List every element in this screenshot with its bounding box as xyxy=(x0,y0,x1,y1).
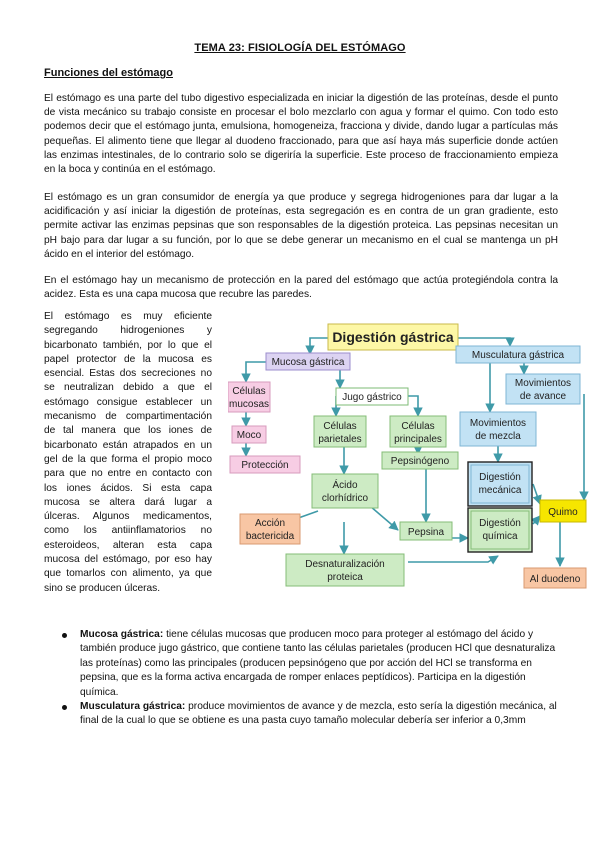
page-title: TEMA 23: FISIOLOGÍA DEL ESTÓMAGO xyxy=(194,42,406,54)
node-dig-mecanica-label-2: mecánica xyxy=(478,485,522,496)
node-celulas-mucosas-label-2: mucosas xyxy=(228,399,270,410)
arrow-desnat-quimica xyxy=(408,556,498,562)
node-duodeno-label: Al duodeno xyxy=(529,574,581,585)
node-acido-label-1: Ácido xyxy=(332,480,358,491)
node-accion-label-1: Acción xyxy=(254,518,286,529)
node-pepsina-label: Pepsina xyxy=(407,527,445,538)
node-desnat-label-1: Desnaturalización xyxy=(305,559,385,570)
node-dig-mecanica-label-1: Digestión xyxy=(479,472,521,483)
paragraph: En el estómago hay un mecanismo de protección en la pared del estómago que actúa protegiéndola contra la acidez. Esta es una capa mucosa que recubre las paredes. xyxy=(44,275,558,301)
node-mov-avance-label-1: Movimientos xyxy=(514,378,572,389)
node-parietales-label-2: parietales xyxy=(318,434,362,445)
diagram-title: Digestión gástrica xyxy=(332,329,454,345)
arrow-title-musculatura xyxy=(458,338,510,346)
node-mov-mezcla-label-2: de mezcla xyxy=(475,431,521,442)
node-accion-label-2: bactericida xyxy=(245,531,295,542)
node-desnat-label-2: proteica xyxy=(327,572,363,583)
node-moco-label: Moco xyxy=(236,430,262,441)
bullet-term: Mucosa gástrica: xyxy=(80,629,164,640)
digestion-diagram xyxy=(228,316,590,592)
bullet-list xyxy=(60,628,560,729)
node-parietales-label-1: Células xyxy=(323,421,357,432)
node-dig-quimica-label-2: química xyxy=(482,531,518,542)
paragraph: El estómago es una parte del tubo digestivo especializada en iniciar la digestión de las proteínas, desde el punto de vista mecánico su trabajo consiste en procesar el bolo mezclarlo con agua y formar el quimo. Con todo esto podemos decir que el estómago junta, emulsiona, homogeneiza, fracciona y divide, dando lugar a partículas más pequeñas. El alimento tiene que llegar al duodeno fraccionado, para que así haya más superficie donde actúen las enzimas intestinales, de lo contrario solo se digeriría la superficie. Este proceso de fraccionamiento empieza en la boca y continúa en el estómago. xyxy=(44,93,558,176)
node-mov-mezcla-label-1: Movimientos xyxy=(469,418,527,429)
arrow-quimica-quimo xyxy=(533,516,540,524)
node-principales-label-2: principales xyxy=(394,434,442,445)
arrow-acido-pepsina xyxy=(370,506,398,530)
node-jugo-label: Jugo gástrico xyxy=(342,392,402,403)
arrow-mucosa-celulas xyxy=(246,362,266,382)
node-celulas-mucosas-label-1: Células xyxy=(232,386,266,397)
bullet-item xyxy=(60,700,560,729)
arrow-mecanica-quimo xyxy=(533,484,540,504)
node-proteccion-label: Protección xyxy=(241,460,289,471)
node-mucosa-label: Mucosa gástrica xyxy=(271,357,345,368)
bullet-text: produce movimientos de avance y de mezcla, esto sería la digestión mecánica, al final de la cual lo que se obtiene es una pasta cuyo tamaño molecular debería ser inferior a 0,3mm xyxy=(80,701,557,727)
node-musculatura-label: Musculatura gástrica xyxy=(471,350,565,361)
node-principales-label-1: Células xyxy=(401,421,435,432)
node-pepsinogeno-label: Pepsinógeno xyxy=(390,456,450,467)
arrow-title-mucosa xyxy=(310,338,328,354)
node-dig-quimica-label-1: Digestión xyxy=(479,518,521,529)
side-paragraph: El estómago es muy eficiente segregando hidrogeniones y bicarbonato también, por lo que el papel protector de la mucosa es esencial. Estas dos secreciones no se neutralizan debido a que el estómago consigue establecer un mecanismo de compartimentación de tal manera que los iones de bicarbonato están atrapados en un gel de la que forma el propio moco para que no entre en contacto con los iones ácidos. Si esta capa mucosa se altera dará lugar a úlceras. Algunos medicamentos, como los antiinflamatorios no esteroideos, alteran esta capa mucosa del estómago, por eso hay que tomarlos con alimento, ya que sino se producen úlceras. xyxy=(44,311,212,594)
paragraph: El estómago es un gran consumidor de energía ya que produce y segrega hidrogeniones para dar lugar a la acidificación y así iniciar la digestión de proteínas, esta segregación es en contra de un gran gradiente, esto permite activar las enzimas pepsinas que son responsables de la digestión proteica. Las pepsinas necesitan un pH bajo para dar lugar a su función, por lo que se debe generar un mecanismo en el cual se mantenga un pH ácido en el interior del estómago. xyxy=(44,192,558,260)
node-dig-quimica xyxy=(468,508,532,552)
bullet-term: Musculatura gástrica: xyxy=(80,701,186,713)
node-dig-mecanica xyxy=(468,462,532,506)
section-heading: Funciones del estómago xyxy=(44,67,173,79)
node-quimo-label: Quimo xyxy=(548,507,578,518)
node-mov-avance-label-2: de avance xyxy=(519,391,567,402)
bullet-text: tiene células mucosas que producen moco para proteger al estómago del ácido y también produce jugo gástrico, que contiene tanto las células parietales (producen HCl que desnaturaliza las proteínas) como las principales (producen pepsinógeno que por acción del HCl se transforma en pepsina, que es la forma activa encargada de romper enlaces peptídicos). Participa en la digestión química. xyxy=(80,629,556,698)
bullet-item xyxy=(60,628,560,700)
node-acido-label-2: clorhídrico xyxy=(321,493,369,504)
